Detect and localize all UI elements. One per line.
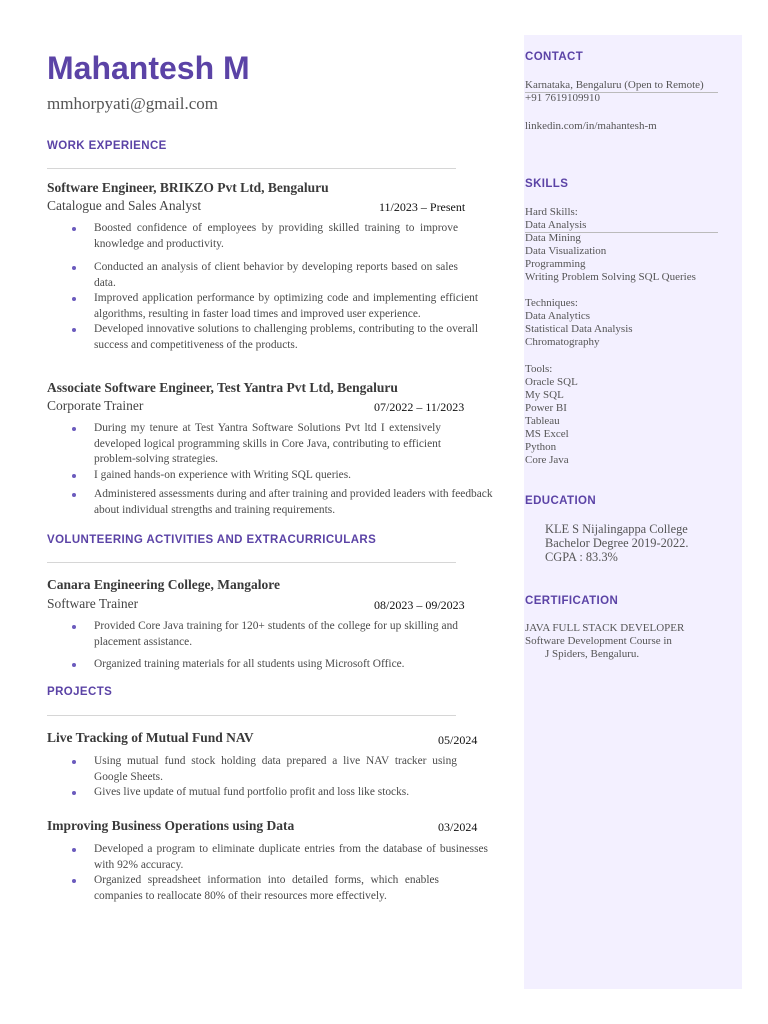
section-title-volunteering: VOLUNTEERING ACTIVITIES AND EXTRACURRICULARS: [47, 534, 377, 546]
bullet-item: Organized training materials for all students using Microsoft Office.: [47, 657, 458, 673]
volunteer-dates: 08/2023 – 09/2023: [374, 598, 465, 612]
section-divider: [47, 715, 456, 716]
skill-item: Data Visualization: [525, 245, 607, 257]
cert-course: Software Development Course in: [525, 635, 672, 647]
skill-item: Writing Problem Solving SQL Queries: [525, 271, 696, 283]
tool-item: Python: [525, 441, 557, 453]
bullet-item: Administered assessments during and after training and provided leaders with feedback about individual strengths and training requirements.: [47, 487, 497, 518]
college-name: KLE S Nijalingappa College: [545, 522, 688, 536]
degree-text: Bachelor Degree 2019-2022.: [545, 536, 689, 550]
bullet-list: [47, 221, 458, 291]
section-title-certification: CERTIFICATION: [525, 595, 619, 607]
section-title-contact: CONTACT: [525, 51, 584, 63]
location-text: Karnataka, Bengaluru (Open to Remote): [525, 79, 718, 93]
bullet-list: [47, 754, 457, 801]
cert-title: JAVA FULL STACK DEVELOPER: [525, 622, 685, 634]
skill-item: Data Mining: [525, 232, 581, 244]
technique-item: Statistical Data Analysis: [525, 323, 633, 335]
project-title: Live Tracking of Mutual Fund NAV: [47, 730, 254, 745]
skill-item: Programming: [525, 258, 586, 270]
tool-item: Oracle SQL: [525, 376, 578, 388]
email-address: mmhorpyati@gmail.com: [47, 94, 218, 113]
bullet-item: I gained hands-on experience with Writing SQL queries.: [47, 468, 441, 484]
tool-item: MS Excel: [525, 428, 569, 440]
bullet-item: Conducted an analysis of client behavior by developing reports based on sales data.: [47, 260, 458, 291]
bullet-list: [47, 487, 497, 518]
hard-skills-label: Hard Skills:: [525, 206, 578, 218]
cgpa-text: CGPA : 83.3%: [545, 550, 618, 564]
section-divider: [47, 168, 456, 169]
tool-item: Tableau: [525, 415, 560, 427]
bullet-list: [47, 873, 439, 904]
bullet-list: [47, 842, 488, 873]
section-title-education: EDUCATION: [525, 495, 597, 507]
bullet-item: During my tenure at Test Yantra Software Solutions Pvt ltd I extensively developed logical programming skills in Core Java, contributing to efficient problem-solving strategies.: [47, 421, 441, 468]
bullet-item: Gives live update of mutual fund portfolio profit and loss like stocks.: [47, 785, 457, 801]
techniques-label: Techniques:: [525, 297, 578, 309]
job-title: Software Engineer, BRIKZO Pvt Ltd, Bengaluru: [47, 180, 329, 195]
bullet-list: [47, 619, 458, 673]
skill-item: Data Analysis: [525, 219, 718, 233]
bullet-item: Provided Core Java training for 120+ students of the college for up skilling and placement assistance.: [47, 619, 458, 650]
bullet-list: [47, 291, 478, 353]
tool-item: Core Java: [525, 454, 569, 466]
job-dates: 11/2023 – Present: [379, 200, 466, 214]
section-title-skills: SKILLS: [525, 178, 569, 190]
cert-institute: J Spiders, Bengaluru.: [545, 648, 640, 660]
project-date: 05/2024: [438, 733, 478, 747]
tools-label: Tools:: [525, 363, 553, 375]
bullet-item: Using mutual fund stock holding data prepared a live NAV tracker using Google Sheets.: [47, 754, 457, 785]
bullet-item: Boosted confidence of employees by providing skilled training to improve knowledge and productivity.: [47, 221, 458, 252]
section-divider: [47, 562, 456, 563]
technique-item: Data Analytics: [525, 310, 591, 322]
bullet-list: [47, 421, 441, 483]
technique-item: Chromatography: [525, 336, 600, 348]
bullet-item: Improved application performance by optimizing code and implementing efficient algorithms, resulting in faster load times and improved user experience.: [47, 291, 478, 322]
bullet-item: Organized spreadsheet information into detailed forms, which enables companies to reallocate 80% of their resources more effectively.: [47, 873, 439, 904]
section-title-projects: PROJECTS: [47, 686, 113, 698]
project-date: 03/2024: [438, 820, 478, 834]
candidate-name: Mahantesh M: [47, 50, 250, 86]
phone-number: +91 7619109910: [525, 92, 600, 104]
linkedin-link[interactable]: linkedin.com/in/mahantesh-m: [525, 120, 657, 132]
volunteer-role: Software Trainer: [47, 596, 139, 611]
org-title: Canara Engineering College, Mangalore: [47, 577, 280, 592]
job-role: Corporate Trainer: [47, 398, 144, 413]
job-role: Catalogue and Sales Analyst: [47, 198, 202, 213]
bullet-item: Developed a program to eliminate duplicate entries from the database of businesses with 92% accuracy.: [47, 842, 488, 873]
tool-item: Power BI: [525, 402, 567, 414]
job-dates: 07/2022 – 11/2023: [374, 400, 465, 414]
section-title-work: WORK EXPERIENCE: [47, 140, 167, 152]
tool-item: My SQL: [525, 389, 564, 401]
project-title: Improving Business Operations using Data: [47, 818, 295, 833]
bullet-item: Developed innovative solutions to challenging problems, contributing to the overall success and competitiveness of the products.: [47, 322, 478, 353]
job-title: Associate Software Engineer, Test Yantra Pvt Ltd, Bengaluru: [47, 380, 398, 395]
